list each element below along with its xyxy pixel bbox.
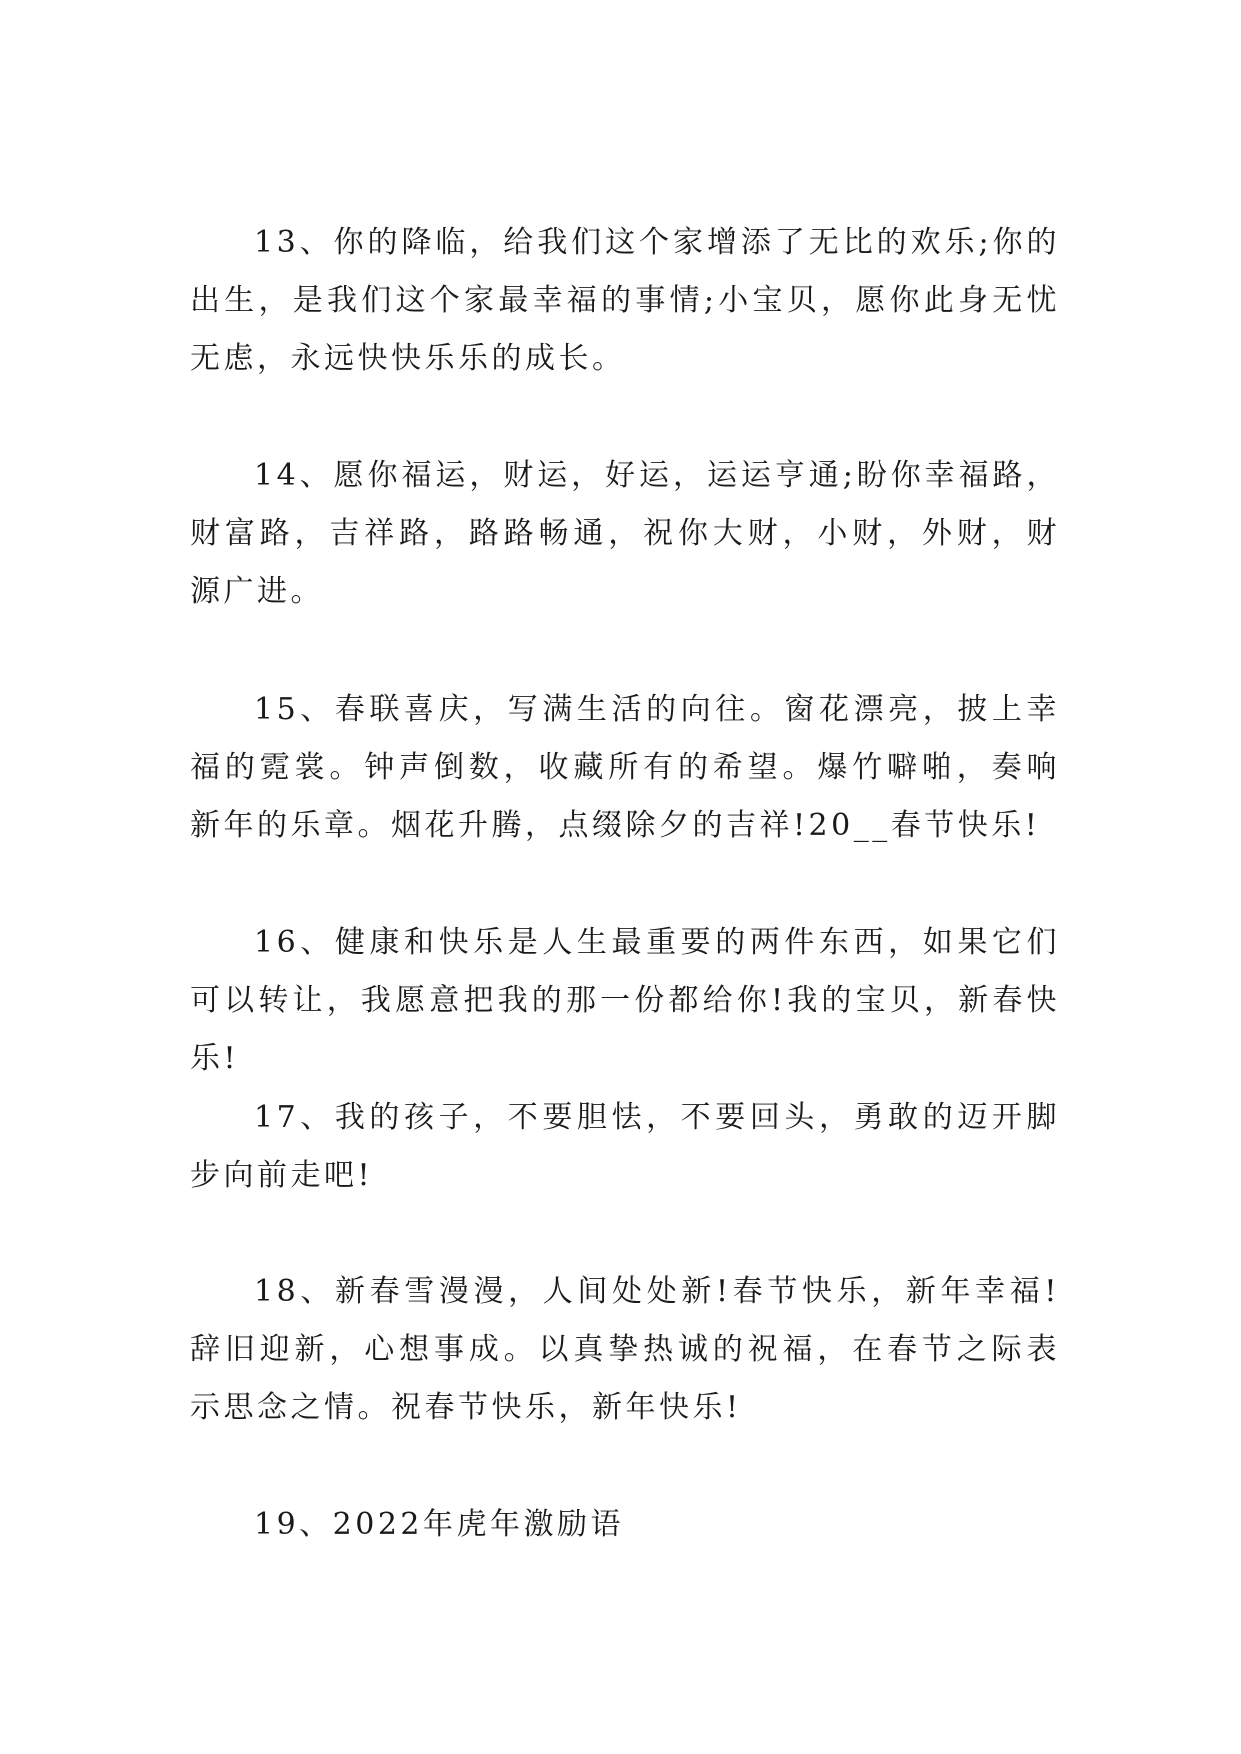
paragraph-15: 15、春联喜庆，写满生活的向往。窗花漂亮，披上幸福的霓裳。钟声倒数，收藏所有的希望。爆竹噼啪，奏响新年的乐章。烟花升腾，点缀除夕的吉祥!20__春节快乐! xyxy=(190,692,1060,843)
paragraph-18: 18、新春雪漫漫，人间处处新!春节快乐，新年幸福!辞旧迎新，心想事成。以真挚热诚的祝福，在春节之际表示思念之情。祝春节快乐，新年快乐! xyxy=(190,1274,1060,1425)
paragraph-13: 13、你的降临，给我们这个家增添了无比的欢乐;你的出生，是我们这个家最幸福的事情;小宝贝，愿你此身无忧无虑，永远快快乐乐的成长。 xyxy=(190,225,1060,376)
paragraph-16: 16、健康和快乐是人生最重要的两件东西，如果它们可以转让，我愿意把我的那一份都给你!我的宝贝，新春快乐! xyxy=(190,925,1060,1076)
paragraph-17: 17、我的孩子，不要胆怯，不要回头，勇敢的迈开脚步向前走吧! xyxy=(190,1100,1060,1193)
paragraph-14: 14、愿你福运，财运，好运，运运亨通;盼你幸福路，财富路，吉祥路，路路畅通，祝你大财，小财，外财，财源广进。 xyxy=(190,458,1060,609)
paragraph-19: 19、2022年虎年激励语 xyxy=(254,1507,625,1542)
